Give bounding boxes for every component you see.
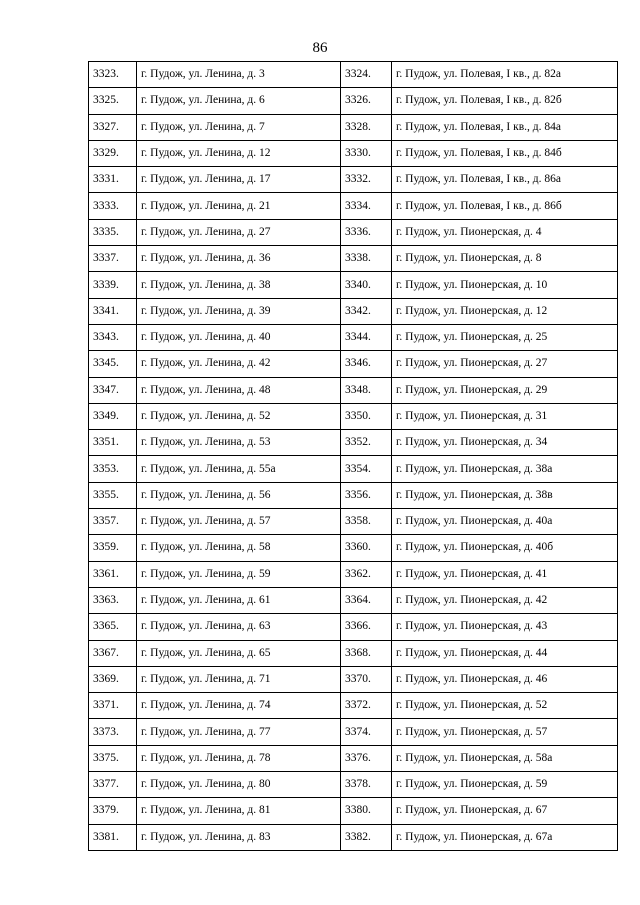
entry-address: г. Пудож, ул. Ленина, д. 42	[137, 351, 341, 377]
entry-number: 3323.	[89, 62, 137, 88]
table-row	[89, 298, 618, 324]
table-row	[89, 219, 618, 245]
entry-address: г. Пудож, ул. Пионерская, д. 34	[392, 430, 618, 456]
table-row	[89, 772, 618, 798]
entry-address: г. Пудож, ул. Ленина, д. 57	[137, 509, 341, 535]
table-row	[89, 377, 618, 403]
entry-number: 3353.	[89, 456, 137, 482]
entry-address: г. Пудож, ул. Пионерская, д. 12	[392, 298, 618, 324]
entry-address: г. Пудож, ул. Ленина, д. 38	[137, 272, 341, 298]
entry-number: 3355.	[89, 482, 137, 508]
entry-number: 3381.	[89, 824, 137, 850]
entry-number: 3341.	[89, 298, 137, 324]
entry-address: г. Пудож, ул. Ленина, д. 27	[137, 219, 341, 245]
entry-address: г. Пудож, ул. Ленина, д. 12	[137, 140, 341, 166]
table-row	[89, 456, 618, 482]
table-row	[89, 509, 618, 535]
entry-number: 3324.	[341, 62, 392, 88]
entry-address: г. Пудож, ул. Полевая, I кв., д. 84б	[392, 140, 618, 166]
entry-number: 3377.	[89, 772, 137, 798]
entry-address: г. Пудож, ул. Пионерская, д. 4	[392, 219, 618, 245]
entry-address: г. Пудож, ул. Полевая, I кв., д. 82а	[392, 62, 618, 88]
entry-address: г. Пудож, ул. Пионерская, д. 46	[392, 666, 618, 692]
entry-address: г. Пудож, ул. Пионерская, д. 43	[392, 614, 618, 640]
entry-address: г. Пудож, ул. Пионерская, д. 67	[392, 798, 618, 824]
entry-number: 3378.	[341, 772, 392, 798]
entry-number: 3346.	[341, 351, 392, 377]
table-row	[89, 614, 618, 640]
table-row	[89, 272, 618, 298]
table-row	[89, 798, 618, 824]
table-row	[89, 719, 618, 745]
table-row	[89, 587, 618, 613]
entry-address: г. Пудож, ул. Ленина, д. 39	[137, 298, 341, 324]
entry-number: 3375.	[89, 745, 137, 771]
entry-number: 3330.	[341, 140, 392, 166]
entry-address: г. Пудож, ул. Ленина, д. 40	[137, 324, 341, 350]
entry-number: 3354.	[341, 456, 392, 482]
entry-number: 3333.	[89, 193, 137, 219]
entry-number: 3350.	[341, 403, 392, 429]
entry-number: 3335.	[89, 219, 137, 245]
entry-number: 3329.	[89, 140, 137, 166]
entry-number: 3368.	[341, 640, 392, 666]
entry-number: 3374.	[341, 719, 392, 745]
entry-address: г. Пудож, ул. Ленина, д. 78	[137, 745, 341, 771]
entry-address: г. Пудож, ул. Ленина, д. 83	[137, 824, 341, 850]
entry-address: г. Пудож, ул. Ленина, д. 80	[137, 772, 341, 798]
entry-number: 3347.	[89, 377, 137, 403]
entry-number: 3325.	[89, 88, 137, 114]
table-row	[89, 140, 618, 166]
table-row	[89, 430, 618, 456]
entry-number: 3349.	[89, 403, 137, 429]
entry-number: 3362.	[341, 561, 392, 587]
entry-number: 3336.	[341, 219, 392, 245]
entry-address: г. Пудож, ул. Ленина, д. 81	[137, 798, 341, 824]
entry-address: г. Пудож, ул. Ленина, д. 6	[137, 88, 341, 114]
entry-address: г. Пудож, ул. Пионерская, д. 10	[392, 272, 618, 298]
table-row	[89, 88, 618, 114]
entry-number: 3326.	[341, 88, 392, 114]
table-row	[89, 114, 618, 140]
entry-number: 3359.	[89, 535, 137, 561]
table-row	[89, 482, 618, 508]
entry-number: 3372.	[341, 693, 392, 719]
entry-number: 3340.	[341, 272, 392, 298]
entry-number: 3327.	[89, 114, 137, 140]
entry-address: г. Пудож, ул. Пионерская, д. 27	[392, 351, 618, 377]
entry-number: 3334.	[341, 193, 392, 219]
entry-address: г. Пудож, ул. Пионерская, д. 25	[392, 324, 618, 350]
entry-address: г. Пудож, ул. Ленина, д. 58	[137, 535, 341, 561]
entry-number: 3367.	[89, 640, 137, 666]
entry-address: г. Пудож, ул. Пионерская, д. 41	[392, 561, 618, 587]
entry-address: г. Пудож, ул. Ленина, д. 56	[137, 482, 341, 508]
entry-address: г. Пудож, ул. Пионерская, д. 29	[392, 377, 618, 403]
entry-address: г. Пудож, ул. Пионерская, д. 67а	[392, 824, 618, 850]
entry-number: 3342.	[341, 298, 392, 324]
entry-number: 3360.	[341, 535, 392, 561]
table-row	[89, 824, 618, 850]
entry-address: г. Пудож, ул. Ленина, д. 53	[137, 430, 341, 456]
table-row	[89, 324, 618, 350]
table-row	[89, 167, 618, 193]
entry-address: г. Пудож, ул. Ленина, д. 59	[137, 561, 341, 587]
entry-address: г. Пудож, ул. Пионерская, д. 8	[392, 246, 618, 272]
entry-number: 3337.	[89, 246, 137, 272]
entry-address: г. Пудож, ул. Полевая, I кв., д. 84а	[392, 114, 618, 140]
entry-number: 3373.	[89, 719, 137, 745]
entry-address: г. Пудож, ул. Ленина, д. 77	[137, 719, 341, 745]
entry-number: 3345.	[89, 351, 137, 377]
entry-number: 3357.	[89, 509, 137, 535]
table-row	[89, 351, 618, 377]
entry-number: 3343.	[89, 324, 137, 350]
entry-address: г. Пудож, ул. Пионерская, д. 40б	[392, 535, 618, 561]
entry-address: г. Пудож, ул. Пионерская, д. 40а	[392, 509, 618, 535]
address-table	[88, 61, 618, 851]
entry-number: 3351.	[89, 430, 137, 456]
entry-address: г. Пудож, ул. Полевая, I кв., д. 86б	[392, 193, 618, 219]
entry-address: г. Пудож, ул. Пионерская, д. 42	[392, 587, 618, 613]
entry-address: г. Пудож, ул. Ленина, д. 63	[137, 614, 341, 640]
entry-number: 3369.	[89, 666, 137, 692]
table-row	[89, 666, 618, 692]
entry-number: 3370.	[341, 666, 392, 692]
table-row	[89, 193, 618, 219]
entry-number: 3352.	[341, 430, 392, 456]
table-row	[89, 246, 618, 272]
entry-address: г. Пудож, ул. Ленина, д. 65	[137, 640, 341, 666]
entry-address: г. Пудож, ул. Ленина, д. 3	[137, 62, 341, 88]
table-row	[89, 640, 618, 666]
entry-address: г. Пудож, ул. Пионерская, д. 57	[392, 719, 618, 745]
entry-number: 3338.	[341, 246, 392, 272]
entry-address: г. Пудож, ул. Пионерская, д. 31	[392, 403, 618, 429]
entry-address: г. Пудож, ул. Ленина, д. 71	[137, 666, 341, 692]
entry-number: 3348.	[341, 377, 392, 403]
entry-address: г. Пудож, ул. Полевая, I кв., д. 86а	[392, 167, 618, 193]
entry-number: 3339.	[89, 272, 137, 298]
entry-address: г. Пудож, ул. Ленина, д. 55а	[137, 456, 341, 482]
entry-number: 3371.	[89, 693, 137, 719]
entry-address: г. Пудож, ул. Ленина, д. 61	[137, 587, 341, 613]
entry-address: г. Пудож, ул. Ленина, д. 17	[137, 167, 341, 193]
entry-number: 3332.	[341, 167, 392, 193]
entry-number: 3344.	[341, 324, 392, 350]
entry-address: г. Пудож, ул. Ленина, д. 36	[137, 246, 341, 272]
table-row	[89, 561, 618, 587]
entry-number: 3358.	[341, 509, 392, 535]
entry-number: 3379.	[89, 798, 137, 824]
page-number: 86	[312, 40, 328, 56]
entry-number: 3356.	[341, 482, 392, 508]
entry-number: 3331.	[89, 167, 137, 193]
address-table-body	[89, 62, 618, 851]
entry-address: г. Пудож, ул. Пионерская, д. 38в	[392, 482, 618, 508]
entry-number: 3361.	[89, 561, 137, 587]
table-row	[89, 745, 618, 771]
entry-number: 3376.	[341, 745, 392, 771]
entry-address: г. Пудож, ул. Полевая, I кв., д. 82б	[392, 88, 618, 114]
entry-address: г. Пудож, ул. Ленина, д. 48	[137, 377, 341, 403]
entry-address: г. Пудож, ул. Ленина, д. 7	[137, 114, 341, 140]
table-row	[89, 693, 618, 719]
entry-number: 3363.	[89, 587, 137, 613]
entry-address: г. Пудож, ул. Пионерская, д. 44	[392, 640, 618, 666]
table-row	[89, 403, 618, 429]
entry-number: 3364.	[341, 587, 392, 613]
entry-address: г. Пудож, ул. Пионерская, д. 58а	[392, 745, 618, 771]
entry-number: 3365.	[89, 614, 137, 640]
table-row	[89, 535, 618, 561]
table-row	[89, 62, 618, 88]
entry-address: г. Пудож, ул. Ленина, д. 74	[137, 693, 341, 719]
entry-address: г. Пудож, ул. Пионерская, д. 52	[392, 693, 618, 719]
entry-address: г. Пудож, ул. Пионерская, д. 59	[392, 772, 618, 798]
entry-address: г. Пудож, ул. Ленина, д. 21	[137, 193, 341, 219]
entry-number: 3366.	[341, 614, 392, 640]
entry-address: г. Пудож, ул. Пионерская, д. 38а	[392, 456, 618, 482]
entry-number: 3328.	[341, 114, 392, 140]
entry-address: г. Пудож, ул. Ленина, д. 52	[137, 403, 341, 429]
entry-number: 3380.	[341, 798, 392, 824]
entry-number: 3382.	[341, 824, 392, 850]
